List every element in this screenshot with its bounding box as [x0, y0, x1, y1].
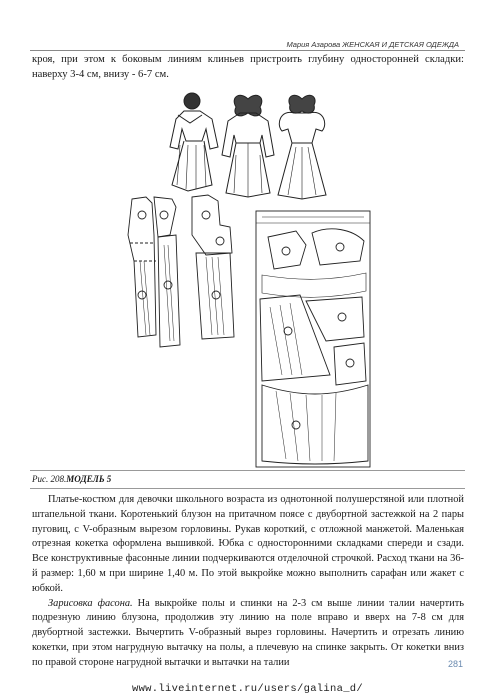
sketch-lead: Зарисовка фасона. [48, 597, 133, 609]
body-text [32, 493, 464, 671]
sewing-pattern-figure [30, 85, 465, 470]
running-header: Мария Азарова ЖЕНСКАЯ И ДЕТСКАЯ ОДЕЖДА [286, 40, 459, 49]
figure-caption [32, 474, 111, 484]
page-number: 281 [447, 659, 463, 669]
dress-sketch-coat [222, 95, 274, 197]
pattern-right-front [192, 195, 234, 339]
caption-divider-top [30, 470, 465, 471]
dress-sketch-front [170, 93, 218, 191]
paragraph-description: Платье-костюм для девочки школьного возраста из однотонной полушерстяной или плотной штапельной ткани. Коротенький блузон на притачном поясе с двубортной застежкой на 2 пары пуговиц, с V-образным вырезом горловины. Рукав короткий, с отложной манжетой. Маленькая отрезная кокетка оформлена вышивкой. Юбка с односторонними складками спереди и сзади. Все конструктивные фасонные линии подчеркиваются отделочной строчкой. Расход ткани на 36-й размер: 1,60 м при ширине 1,40 м. По этой выкройке можно выполнить сарафан или жакет с юбкой. [32, 494, 464, 594]
pattern-left-yoke [154, 197, 180, 347]
dress-sketch-back [278, 95, 326, 199]
caption-prefix: Рис. 208. [32, 474, 67, 484]
pattern-left-front [128, 197, 156, 337]
caption-divider-bottom [30, 488, 465, 489]
caption-model: МОДЕЛЬ 5 [66, 474, 112, 484]
sketch-text: На выкройке полы и спинки на 2-3 см выше линии талии начертить подрезную линию блузона, продолжив эту линию на поле вправо и вверх на 7-8 см для двубортной застежки. Вычертить V-образный вырез горловины. Начертить и отрезать линию кокетки, при этом нагрудную вытачку на полы, а плечевую на спинке закрыть. От кокетки вниз по правой стороне нагрудной вытачки и вытачки на талии [32, 597, 464, 668]
header-divider [30, 50, 465, 51]
intro-paragraph: кроя, при этом к боковым линиям клиньев пристроить глубину односторонней складки: наверху 3-4 см, внизу - 6-7 см. [32, 54, 464, 80]
pattern-layout-sheet [256, 211, 370, 467]
paragraph-sketch-instructions [32, 597, 464, 671]
source-url[interactable]: www.liveinternet.ru/users/galina_d/ [131, 683, 364, 695]
